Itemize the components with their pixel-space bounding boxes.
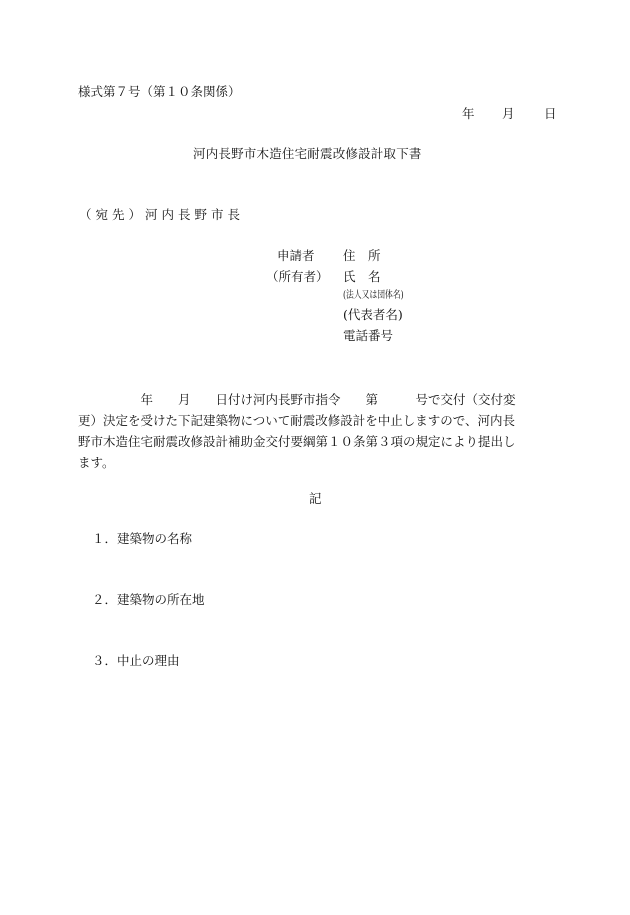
document-title: 河内長野市木造住宅耐震改修設計取下書: [193, 146, 422, 161]
name-label: 氏 名: [343, 269, 381, 284]
item-building-location: ２．建築物の所在地: [92, 592, 205, 607]
body-paragraph: [78, 389, 560, 473]
body-line: ます。: [78, 455, 115, 470]
representative-note: (代表者名): [343, 307, 403, 322]
body-line: 年 月 日付け河内長野市指令 第 号で交付（交付変: [78, 392, 516, 407]
date-month: 月: [502, 106, 515, 121]
body-line: 更）決定を受けた下記建築物について耐震改修設計を中止しますので、河内長: [78, 413, 516, 428]
address-label: 住 所: [343, 248, 381, 263]
corp-note: (法人又は団体名): [343, 290, 404, 301]
item-building-name: １．建築物の名称: [92, 531, 193, 546]
phone-label: 電話番号: [343, 328, 394, 343]
ki-heading: 記: [309, 491, 322, 506]
owner-label: （所有者）: [266, 269, 329, 284]
date-year: 年: [462, 106, 475, 121]
addressee: （宛先）河内長野市長: [79, 207, 245, 222]
date-day: 日: [544, 106, 557, 121]
form-number: 様式第７号（第１０条関係）: [78, 84, 241, 99]
body-line: 野市木造住宅耐震改修設計補助金交付要綱第１０条第３項の規定により提出し: [78, 434, 516, 449]
item-cancel-reason: ３．中止の理由: [92, 653, 180, 668]
applicant-label: 申請者: [277, 248, 315, 263]
